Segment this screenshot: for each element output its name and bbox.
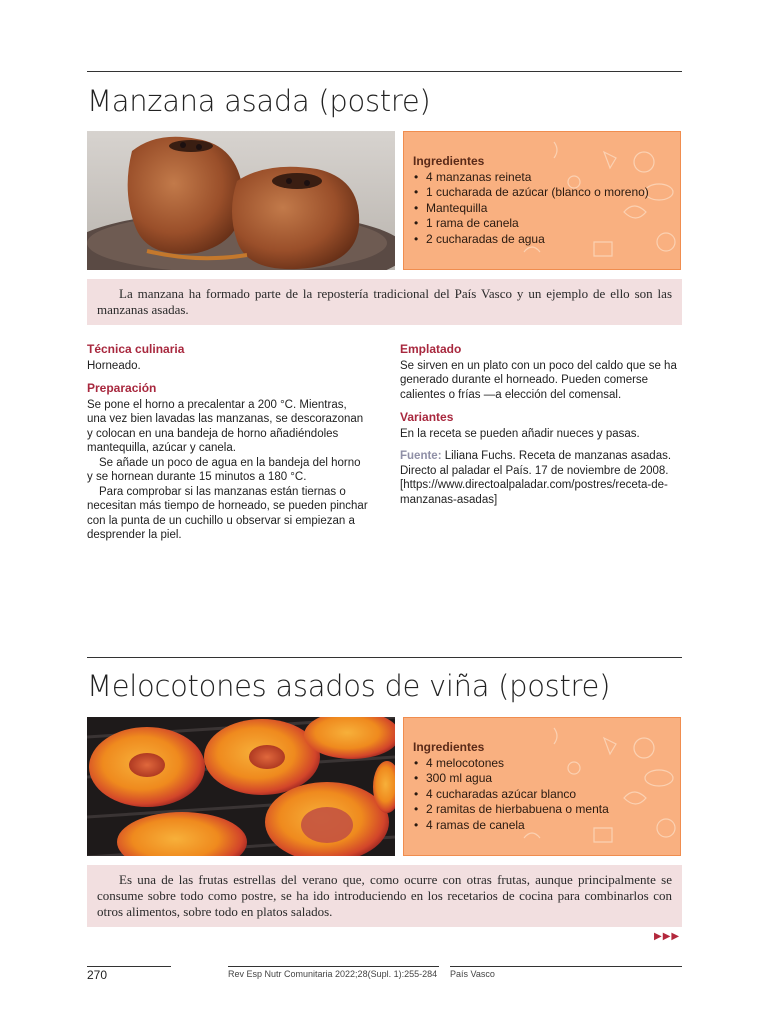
ingredients-list bbox=[413, 756, 609, 834]
recipe-intro: La manzana ha formado parte de la repostería tradicional del País Vasco y un ejemplo de ello son las manzanas asadas. bbox=[87, 279, 682, 325]
page-number: 270 bbox=[87, 968, 108, 982]
ingredients-box bbox=[403, 131, 681, 270]
ingredients-box bbox=[403, 717, 681, 856]
section-name: País Vasco bbox=[450, 969, 495, 979]
continue-arrows-icon: ▶▶▶ bbox=[654, 931, 681, 942]
left-column bbox=[87, 342, 368, 543]
section-rule-top bbox=[87, 71, 682, 72]
recipe-intro: Es una de las frutas estrellas del verano que, como ocurre con otras frutas, aunque principalmente se consume sobre todo como postre, se ha ido introduciendo en los recetarios de cocina para combinarlos con otros alimentos, sobre todo en platos salados. bbox=[87, 865, 682, 927]
recipe-title: Manzana asada (postre) bbox=[87, 84, 431, 118]
list-item: • 4 melocotones bbox=[413, 756, 609, 772]
preparacion-paragraph: Para comprobar si las manzanas están tiernas o necesitan más tiempo de horneado, se pueden pinchar con la punta de un cuchillo u observar si empiezan a desprender la piel. bbox=[87, 485, 368, 541]
tecnica-text: Horneado. bbox=[87, 359, 141, 372]
list-item: • 4 ramas de canela bbox=[413, 818, 609, 834]
ingredients-list bbox=[413, 170, 649, 248]
emplatado-text: Se sirven en un plato con un poco del caldo que se ha generado durante el horneado. Pueden comerse calientes o frías —a elección del comensal. bbox=[400, 359, 677, 401]
footer-rule bbox=[450, 966, 682, 967]
preparacion-paragraph: Se pone el horno a precalentar a 200 °C. Mientras, una vez bien lavadas las manzanas, se descorazonan y colocan en una bandeja de horno añadiéndoles mantequilla, azúcar y canela. bbox=[87, 398, 364, 454]
journal-citation: Rev Esp Nutr Comunitaria 2022;28(Supl. 1):255-284 bbox=[228, 969, 438, 979]
preparacion-paragraph: Se añade un poco de agua en la bandeja del horno y se hornean durante 15 minutos a 180 °C. bbox=[87, 456, 361, 483]
list-item: • Mantequilla bbox=[413, 201, 649, 217]
right-column bbox=[400, 342, 682, 507]
ingredients-title: Ingredientes bbox=[413, 154, 485, 168]
ingredients-title: Ingredientes bbox=[413, 740, 485, 754]
grilled-peaches-photo bbox=[87, 717, 395, 856]
source-citation: Fuente: Liliana Fuchs. Receta de manzanas asadas. Directo al paladar el País. 17 de noviembre de 2008. [https://www.directoalpaladar.com/postres/receta-de-manzanas-asadas] bbox=[400, 450, 672, 506]
footer-rule bbox=[228, 966, 439, 967]
list-item: • 4 cucharadas azúcar blanco bbox=[413, 787, 609, 803]
section-rule-top bbox=[87, 657, 682, 658]
emplatado-heading: Emplatado bbox=[400, 342, 462, 356]
footer-rule bbox=[87, 966, 171, 967]
variantes-text: En la receta se pueden añadir nueces y pasas. bbox=[400, 427, 640, 440]
list-item: • 4 manzanas reineta bbox=[413, 170, 649, 186]
list-item: • 1 rama de canela bbox=[413, 216, 649, 232]
preparacion-heading: Preparación bbox=[87, 381, 157, 395]
list-item: • 2 cucharadas de agua bbox=[413, 232, 649, 248]
list-item: • 1 cucharada de azúcar (blanco o moreno) bbox=[413, 185, 649, 201]
list-item: • 2 ramitas de hierbabuena o menta bbox=[413, 802, 609, 818]
baked-apples-photo bbox=[87, 131, 395, 270]
recipe-title: Melocotones asados de viña (postre) bbox=[87, 669, 611, 703]
tecnica-heading: Técnica culinaria bbox=[87, 342, 185, 356]
list-item: • 300 ml agua bbox=[413, 771, 609, 787]
variantes-heading: Variantes bbox=[400, 410, 454, 424]
